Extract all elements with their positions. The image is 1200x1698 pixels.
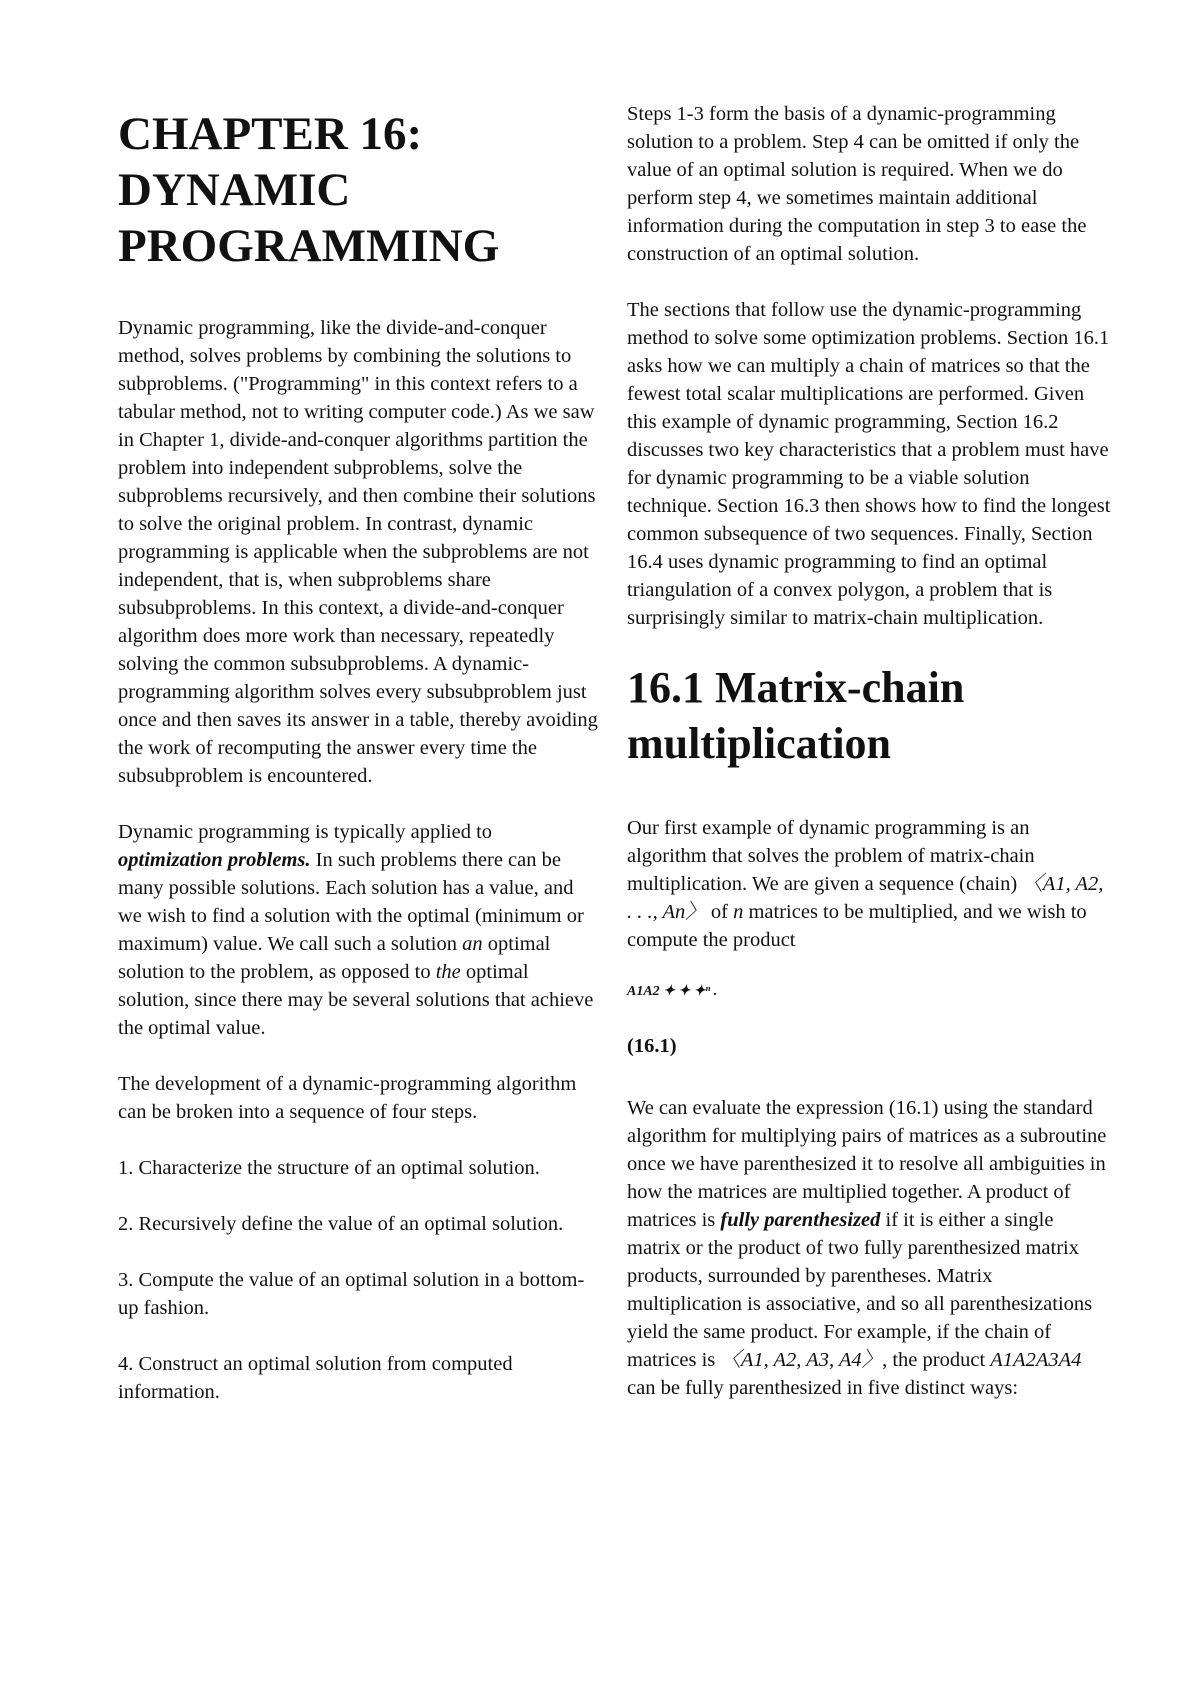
chapter-title-line2: DYNAMIC (118, 164, 351, 216)
equation: A1A2 ✦ ✦ ✦ⁿ . (627, 984, 718, 999)
term-fully-parenthesized: fully parenthesized (720, 1209, 881, 1231)
text-run: matrices to be multiplied, and we wish to compute the product (627, 901, 1087, 951)
chapter-title (118, 106, 598, 274)
matrix-chain-intro-paragraph (627, 814, 1112, 954)
chapter-title-line3: PROGRAMMING (118, 220, 500, 272)
text-run: Our first example of dynamic programming is an algorithm that solves the problem of matrix-chain multiplication. We are given a sequence (chain) (627, 817, 1035, 895)
text-run: optimal solution, since there may be several solutions that achieve the optimal value. (118, 961, 594, 1039)
text-run: if it is either a single matrix or the product of two fully parenthesized matrix products, surrounded by parentheses. Matrix multiplication is associative, and so all parenthesizations yield the same product. For example, if the chain of matrices is (627, 1209, 1093, 1371)
variable-n: n (733, 901, 744, 923)
text-run: In such problems there can be many possible solutions. Each solution has a value, and we wish to find a solution with the optimal (minimum or maximum) value. We call such a solution (118, 849, 584, 955)
optimization-paragraph (118, 818, 598, 1042)
step-2: 2. Recursively define the value of an optimal solution. (118, 1213, 564, 1235)
text-run: , the product (882, 1349, 991, 1371)
chapter-title-line1: CHAPTER 16: (118, 108, 423, 160)
term-optimization-problems: optimization problems. (118, 849, 311, 871)
matrix-chain-example: 〈A1, A2, A3, A4〉 (720, 1349, 883, 1371)
step-1: 1. Characterize the structure of an optimal solution. (118, 1157, 540, 1179)
emphasis-an: an (462, 933, 483, 955)
text-run: We can evaluate the expression (16.1) using the standard algorithm for multiplying pairs of matrices as a subroutine once we have parenthesized it to resolve all ambiguities in how the matrices are multiplied together. A product of matrices is (627, 1097, 1107, 1231)
section-title-line2: multiplication (627, 719, 892, 768)
steps-basis-paragraph: Steps 1-3 form the basis of a dynamic-programming solution to a problem. Step 4 can be omitted if only the value of an optimal solution is required. When we do perform step 4, we sometimes maintain additional information during the computation in step 3 to ease the construction of an optimal solution. (627, 103, 1087, 265)
equation-number: (16.1) (627, 1035, 677, 1057)
right-column (627, 100, 1112, 1430)
text-run: of (705, 901, 734, 923)
text-run: optimal solution to the problem, as opposed to (118, 933, 551, 983)
section-title-line1: 16.1 Matrix-chain (627, 663, 965, 712)
parenthesization-paragraph (627, 1094, 1112, 1402)
emphasis-the: the (435, 961, 461, 983)
text-run: can be fully parenthesized in five distinct ways: (627, 1377, 1019, 1399)
steps-intro-paragraph: The development of a dynamic-programming algorithm can be broken into a sequence of four steps. (118, 1073, 577, 1123)
section-title (627, 660, 1112, 772)
sections-overview-paragraph: The sections that follow use the dynamic-programming method to solve some optimization problems. Section 16.1 asks how we can multiply a chain of matrices so that the fewest total scalar multiplications are performed. Given this example of dynamic programming, Section 16.2 discusses two key characteristics that a problem must have for dynamic programming to be a viable solution technique. Section 16.3 then shows how to find the longest common subsequence of two sequences. Finally, Section 16.4 uses dynamic programming to find an optimal triangulation of a convex polygon, a problem that is surprisingly similar to matrix-chain multiplication. (627, 299, 1111, 629)
text-run: Dynamic programming is typically applied to (118, 821, 493, 843)
step-3: 3. Compute the value of an optimal solution in a bottom-up fashion. (118, 1269, 585, 1319)
left-column (118, 100, 598, 1434)
step-4: 4. Construct an optimal solution from computed information. (118, 1353, 513, 1403)
matrix-product-example: A1A2A3A4 (990, 1349, 1082, 1371)
intro-paragraph: Dynamic programming, like the divide-and-conquer method, solves problems by combining the solutions to subproblems. ("Programming" in this context refers to a tabular method, not to writing computer code.) As we saw in Chapter 1, divide-and-conquer algorithms partition the problem into independent subproblems, solve the subproblems recursively, and then combine their solutions to solve the original problem. In contrast, dynamic programming is applicable when the subproblems are not independent, that is, when subproblems share subsubproblems. In this context, a divide-and-conquer algorithm does more work than necessary, repeatedly solving the common subsubproblems. A dynamic-programming algorithm solves every subsubproblem just once and then saves its answer in a table, thereby avoiding the work of recomputing the answer every time the subsubproblem is encountered. (118, 317, 598, 787)
matrix-sequence: 〈A1, A2, . . ., An〉 (627, 873, 1104, 923)
